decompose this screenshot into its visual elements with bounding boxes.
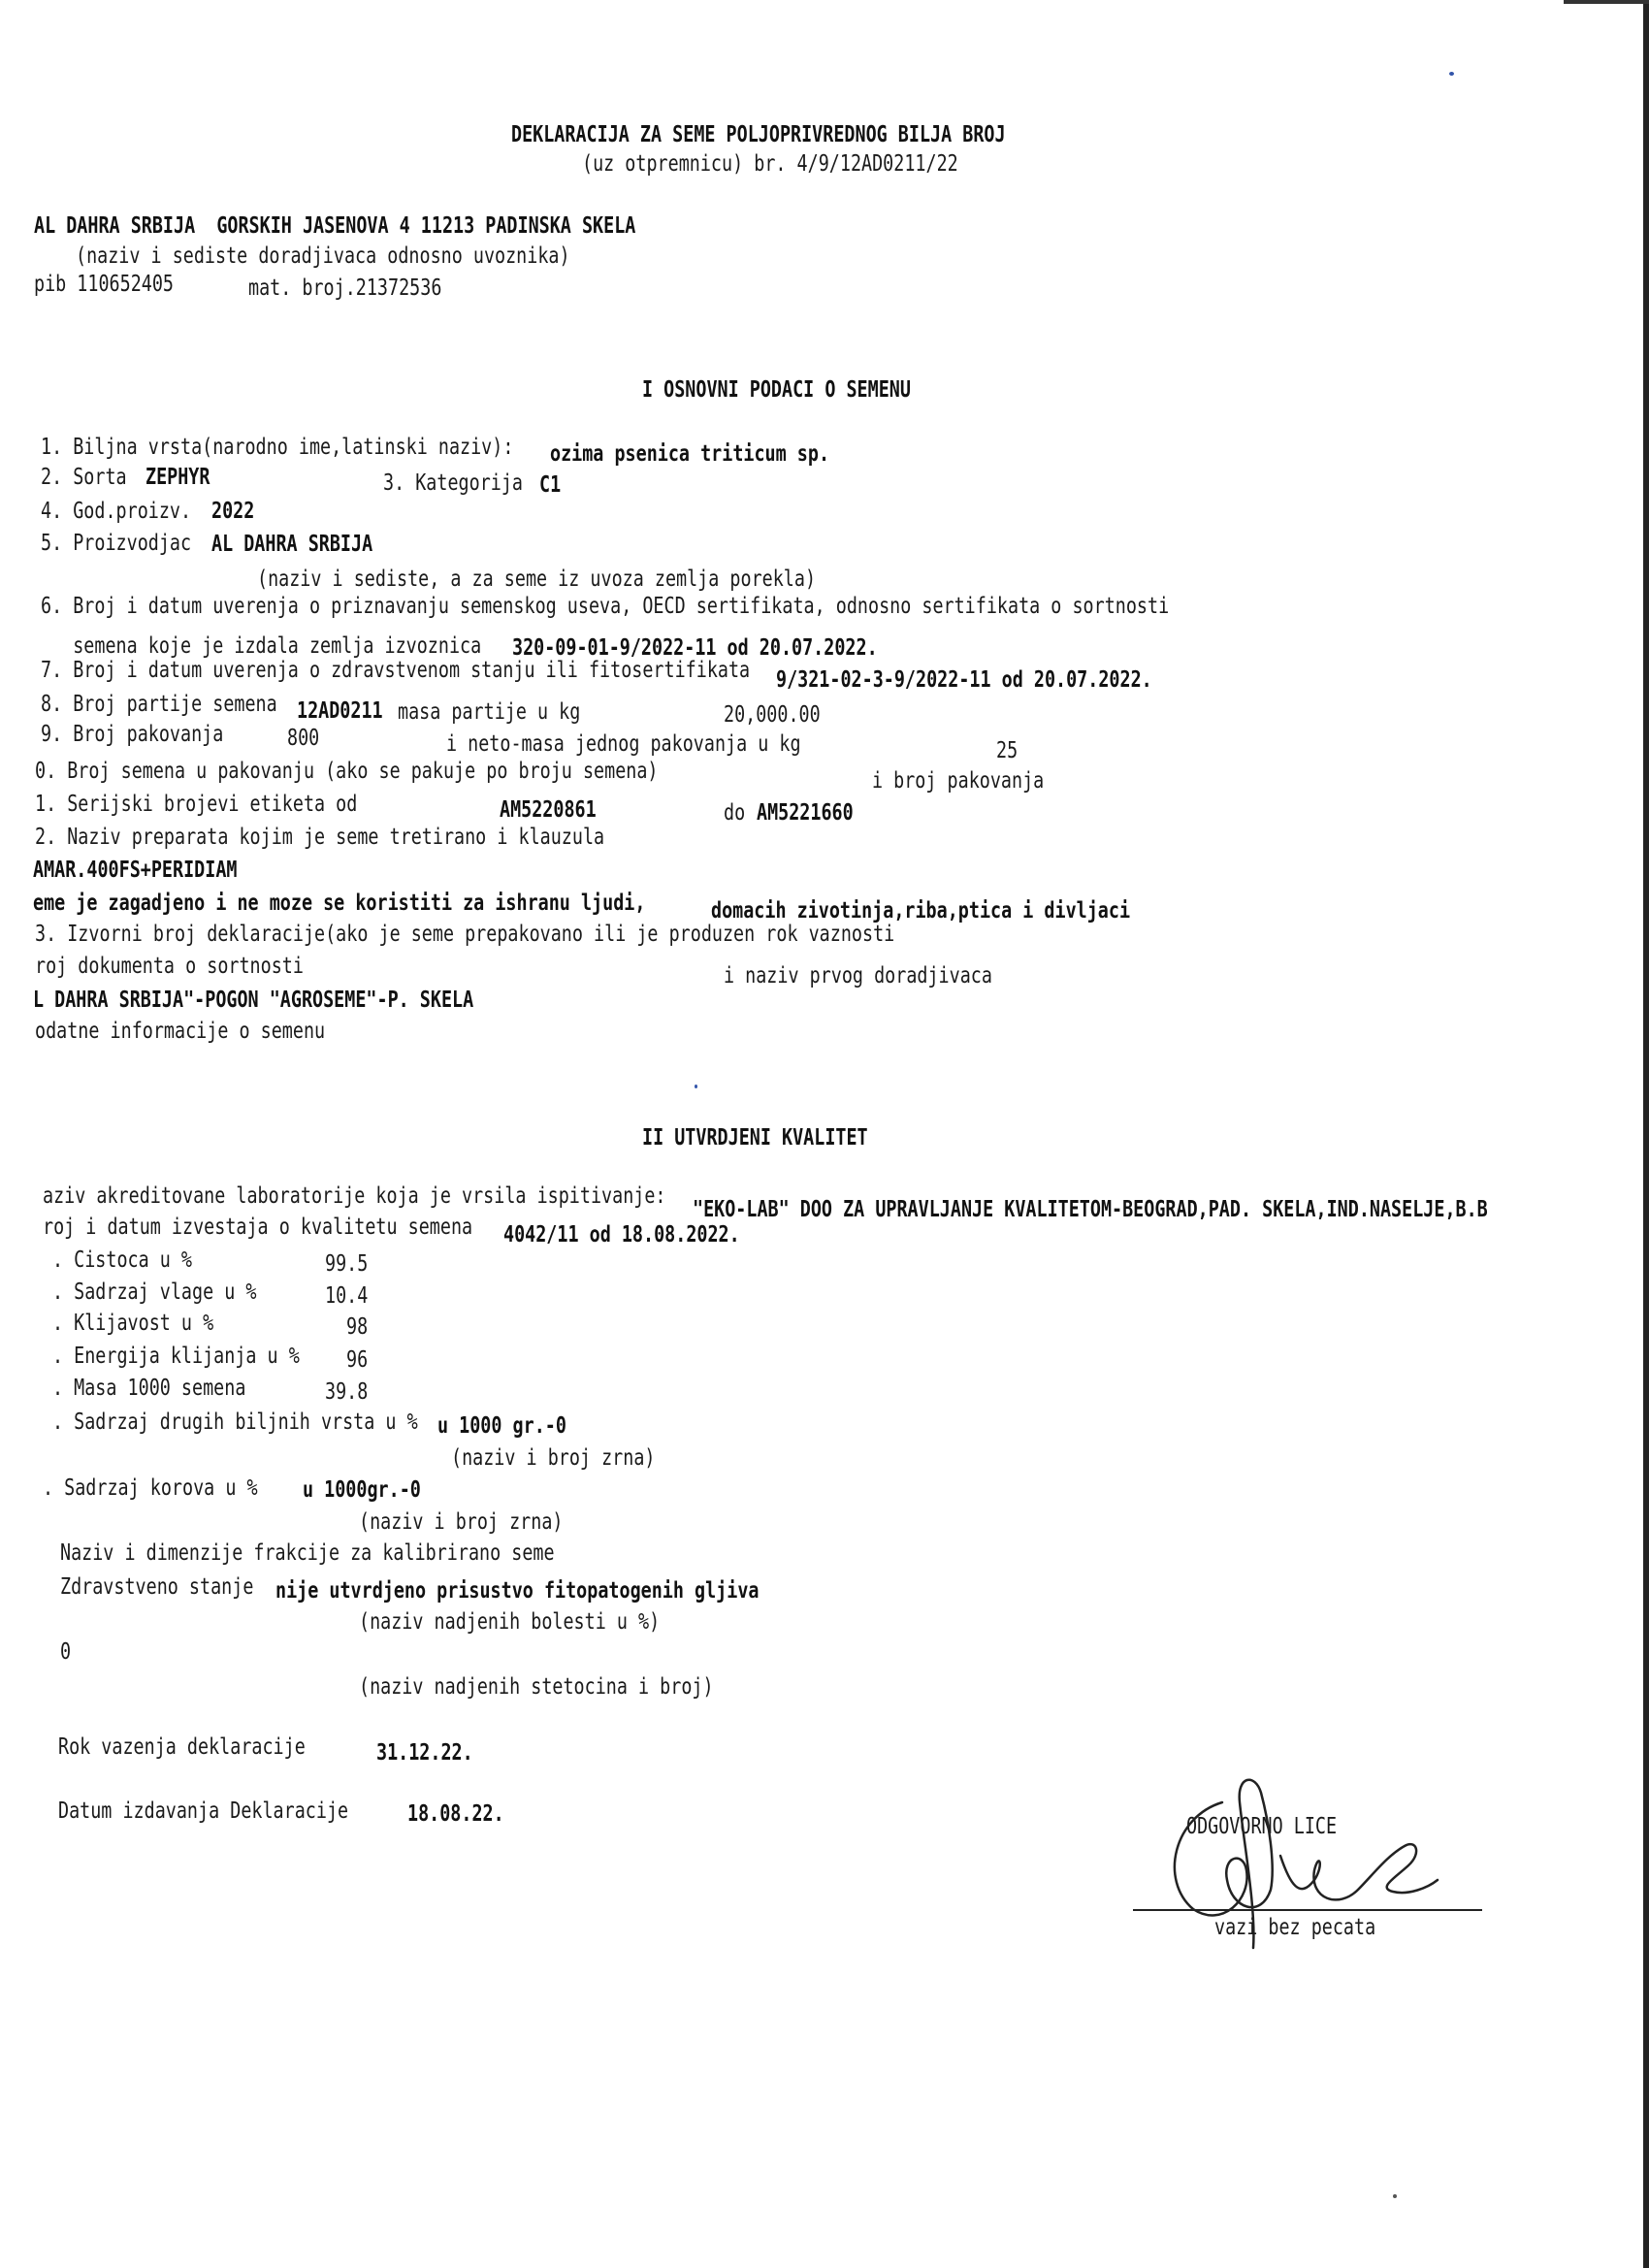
item-6-value: 320-09-01-9/2022-11 od 20.07.2022.: [512, 635, 878, 661]
item-8-masa-value: 20,000.00: [724, 702, 821, 728]
drugih-label: . Sadrzaj drugih biljnih vrsta u %: [52, 1409, 418, 1435]
item-8-label: 8. Broj partije semena: [41, 692, 277, 717]
item-12-clause-2: domacih zivotinja,riba,ptica i divljaci: [711, 898, 1131, 923]
item-13-text-2: roj dokumenta o sortnosti: [35, 954, 304, 979]
item-12-value: AMAR.400FS+PERIDIAM: [33, 858, 238, 883]
item-8-masa-label: masa partije u kg: [398, 699, 581, 725]
lab-value: "EKO-LAB" DOO ZA UPRAVLJANJE KVALITETOM-BEOGRAD,PAD. SKELA,IND.NASELJE,B.B: [693, 1197, 1488, 1222]
item-1-value: ozima psenica triticum sp.: [550, 441, 830, 467]
korova-value: u 1000gr.-0: [303, 1477, 421, 1503]
item-9-neto-value: 25: [996, 738, 1018, 763]
report-label: roj i datum izvestaja o kvalitetu semena: [43, 1215, 473, 1240]
scan-speck: [1393, 2194, 1397, 2198]
energija-value: 96: [346, 1347, 369, 1373]
item-4-label: 4. God.proizv.: [41, 499, 192, 524]
cistoca-value: 99.5: [325, 1251, 369, 1277]
bolesti-caption: (naziv nadjenih bolesti u %): [359, 1609, 661, 1635]
item-8-partija: 12AD0211: [297, 698, 383, 724]
issuer-pib: pib 110652405: [34, 272, 175, 297]
masa-value: 39.8: [325, 1379, 369, 1405]
section-2-heading: II UTVRDJENI KVALITET: [642, 1125, 868, 1150]
zdravstveno-value: nije utvrdjeno prisustvo fitopatogenih gljiva: [275, 1578, 760, 1604]
rok-label: Rok vazenja deklaracije: [58, 1734, 306, 1760]
item-11-to-label: do: [724, 800, 746, 826]
scan-speck: [695, 1085, 697, 1088]
item-12-clause: eme je zagadjeno i ne moze se koristiti za ishranu ljudi,: [33, 891, 646, 916]
item-3-label: 3. Kategorija: [383, 470, 524, 496]
section-1-heading: I OSNOVNI PODACI O SEMENU: [642, 377, 911, 403]
korova-caption: (naziv i broj zrna): [359, 1509, 564, 1535]
korova-label: . Sadrzaj korova u %: [43, 1475, 258, 1501]
lab-label: aziv akreditovane laboratorije koja je vrsila ispitivanje:: [43, 1183, 666, 1209]
datum-value: 18.08.22.: [407, 1801, 504, 1827]
odgovorno-lice-label: ODGOVORNO LICE: [1186, 1814, 1338, 1839]
item-12-label: 2. Naziv preparata kojim je seme tretirano i klauzula: [35, 825, 605, 850]
item-1-label: 1. Biljna vrsta(narodno ime,latinski naziv):: [41, 435, 514, 460]
cistoca-label: . Cistoca u %: [52, 1247, 193, 1273]
vlaga-label: . Sadrzaj vlage u %: [52, 1280, 257, 1305]
item-5-label: 5. Proizvodjac: [41, 531, 192, 556]
frakcije-label: Naziv i dimenzije frakcije za kalibrirano seme: [60, 1540, 555, 1566]
drugih-caption: (naziv i broj zrna): [451, 1445, 656, 1471]
item-11-label: 1. Serijski brojevi etiketa od: [35, 792, 358, 817]
item-2-value: ZEPHYR: [146, 465, 210, 490]
scan-edge-top: [1564, 0, 1649, 4]
issuer-name: AL DAHRA SRBIJA GORSKIH JASENOVA 4 11213 PADINSKA SKELA: [34, 213, 636, 239]
item-6-text: 6. Broj i datum uverenja o priznavanju semenskog useva, OECD sertifikata, odnosno sertifikata o sortnosti: [41, 594, 1170, 619]
stetocine-caption: (naziv nadjenih stetocina i broj): [359, 1674, 714, 1700]
item-2-label: 2. Sorta: [41, 465, 127, 490]
issuer-mat-broj: mat. broj.21372536: [248, 275, 442, 301]
klijavost-value: 98: [346, 1314, 369, 1340]
stetocine-value: 0: [60, 1639, 72, 1665]
document-subtitle: (uz otpremnicu) br. 4/9/12AD0211/22: [582, 151, 958, 177]
report-value: 4042/11 od 18.08.2022.: [503, 1222, 740, 1247]
item-9-value: 800: [287, 726, 320, 751]
item-5-value: AL DAHRA SRBIJA: [211, 532, 373, 557]
item-13-value: L DAHRA SRBIJA"-POGON "AGROSEME"-P. SKELA: [33, 988, 474, 1013]
item-6-text-2: semena koje je izdala zemlja izvoznica: [41, 633, 482, 659]
vazi-bez-pecata: vazi bez pecata: [1214, 1915, 1376, 1940]
datum-label: Datum izdavanja Deklaracije: [58, 1798, 349, 1824]
rok-value: 31.12.22.: [376, 1740, 473, 1766]
item-14-text: odatne informacije o semenu: [35, 1019, 326, 1044]
item-3-value: C1: [539, 472, 562, 498]
scan-edge: [1643, 0, 1649, 2268]
item-11-to: AM5221660: [757, 800, 854, 826]
zdravstveno-label: Zdravstveno stanje: [60, 1574, 254, 1600]
item-9-label: 9. Broj pakovanja: [41, 722, 224, 747]
drugih-value: u 1000 gr.-0: [437, 1413, 566, 1439]
vlaga-value: 10.4: [325, 1283, 369, 1309]
item-9-neto-label: i neto-masa jednog pakovanja u kg: [446, 731, 801, 757]
item-7-text: 7. Broj i datum uverenja o zdravstvenom stanju ili fitosertifikata: [41, 658, 751, 683]
energija-label: . Energija klijanja u %: [52, 1344, 300, 1369]
issuer-caption: (naziv i sediste doradjivaca odnosno uvoznika): [76, 243, 570, 269]
item-4-value: 2022: [211, 499, 255, 524]
signature-line: [1133, 1909, 1482, 1911]
item-5-caption: (naziv i sediste, a za seme iz uvoza zemlja porekla): [257, 567, 817, 592]
scan-speck: [1449, 72, 1454, 76]
item-7-value: 9/321-02-3-9/2022-11 od 20.07.2022.: [776, 667, 1152, 693]
item-13-text: 3. Izvorni broj deklaracije(ako je seme prepakovano ili je produzen rok vaznosti: [35, 922, 895, 947]
document-title: DEKLARACIJA ZA SEME POLJOPRIVREDNOG BILJA BROJ: [511, 122, 1006, 147]
item-10-label: 0. Broj semena u pakovanju (ako se pakuje po broju semena): [35, 759, 659, 784]
masa-label: . Masa 1000 semena: [52, 1376, 246, 1401]
item-11-from: AM5220861: [500, 797, 597, 823]
klijavost-label: . Klijavost u %: [52, 1311, 214, 1336]
item-10-right: i broj pakovanja: [872, 768, 1045, 794]
item-13-right: i naziv prvog doradjivaca: [724, 963, 992, 988]
